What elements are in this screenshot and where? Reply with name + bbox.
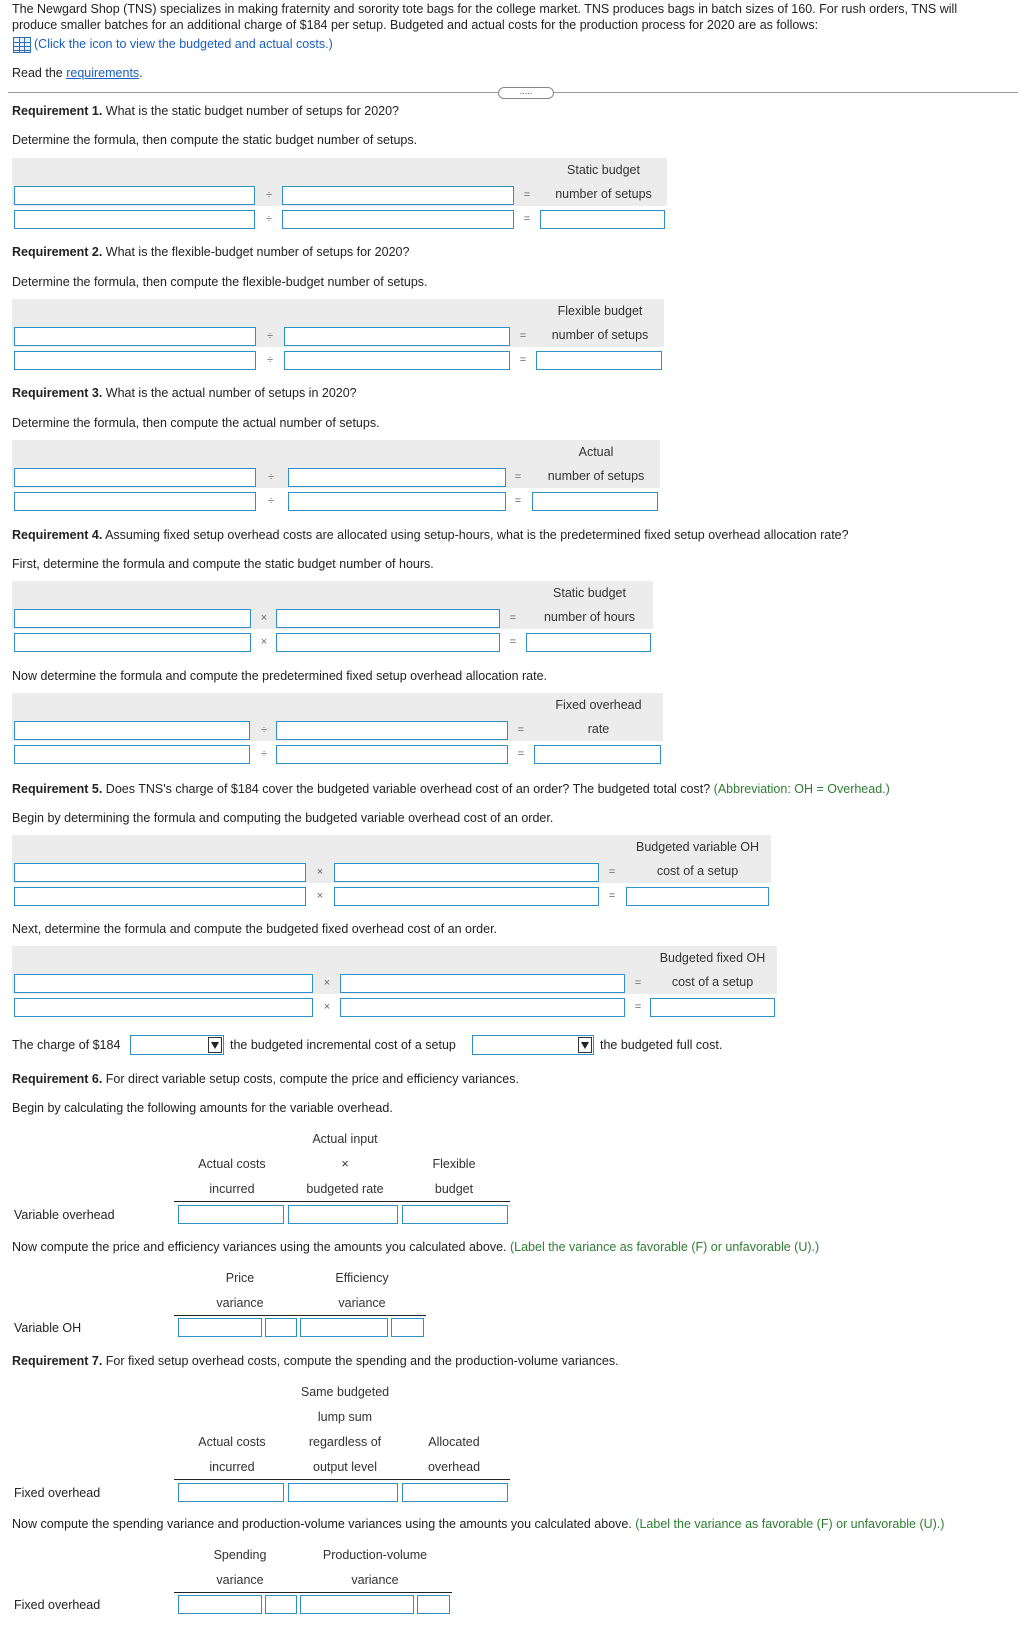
req7-question: For fixed setup overhead costs, compute the spending and the production-volume variances. <box>102 1354 619 1368</box>
req1-formula-a[interactable] <box>14 186 255 205</box>
req4-title <box>12 528 849 542</box>
req3-label: Requirement 3. <box>12 386 103 400</box>
req4-mul-sign: × <box>260 612 268 624</box>
req7-col2-line3: regardless of <box>308 1435 382 1449</box>
req3-value-b[interactable] <box>288 492 506 511</box>
intro-line-1: The Newgard Shop (TNS) specializes in making fraternity and sorority tote bags for the college market. TNS produces bags in batch sizes of 160. For rush orders, TNS will <box>12 2 958 16</box>
req4-header-1: Static budget <box>553 586 626 600</box>
req6-efficiency-variance-label[interactable] <box>391 1318 424 1337</box>
req4-value-b[interactable] <box>276 633 500 652</box>
req5-fixed-mul-sign: × <box>323 977 331 989</box>
req3-eq-sign-2: = <box>514 495 522 507</box>
req5-fixed-eq-sign-2: = <box>634 1001 642 1013</box>
req6-var2-line1: Efficiency <box>335 1271 389 1285</box>
req5-sentence-3: the budgeted full cost. <box>600 1038 723 1052</box>
req4-label: Requirement 4. <box>12 528 103 542</box>
req1-eq-sign-2: = <box>523 213 531 225</box>
req4-result[interactable] <box>526 633 651 652</box>
req7-volume-variance-label[interactable] <box>417 1595 450 1614</box>
req6-col2-line3: budgeted rate <box>306 1182 384 1196</box>
req7-title <box>12 1354 619 1368</box>
req5-result[interactable] <box>626 887 769 906</box>
req6-instruction-2-text: Now compute the price and efficiency variances using the amounts you calculated above. <box>12 1240 510 1254</box>
req4-rate-value-b[interactable] <box>276 745 508 764</box>
req7-lump-sum[interactable] <box>288 1483 398 1502</box>
req5-note: (Abbreviation: OH = Overhead.) <box>713 782 890 796</box>
req4-header-2: number of hours <box>543 610 636 624</box>
req4-rate-value-a[interactable] <box>14 745 250 764</box>
req6-flexible-budget[interactable] <box>402 1205 508 1224</box>
chevron-down-icon[interactable] <box>578 1037 592 1053</box>
req3-div-sign: ÷ <box>267 471 275 483</box>
req3-header-1: Actual <box>578 445 614 459</box>
req5-fixed-value-b[interactable] <box>340 998 625 1017</box>
req5-instruction-2: Next, determine the formula and compute the budgeted fixed overhead cost of an order. <box>12 922 498 936</box>
req4-question: Assuming fixed setup overhead costs are allocated using setup-hours, what is the predetermined fixed setup overhead allocation rate? <box>102 528 849 542</box>
req5-eq-sign-2: = <box>608 890 616 902</box>
req4-eq-sign: = <box>509 612 517 624</box>
req4-rate-header-2: rate <box>587 722 610 736</box>
req3-instruction: Determine the formula, then compute the actual number of setups. <box>12 416 380 430</box>
read-prefix: Read the <box>12 66 67 80</box>
req4-rate-formula-a[interactable] <box>14 721 250 740</box>
req2-eq-sign: = <box>519 330 527 342</box>
req7-volume-variance-amount[interactable] <box>300 1595 414 1614</box>
req7-col2-line1: Same budgeted <box>300 1385 390 1399</box>
req1-formula-b[interactable] <box>282 186 514 205</box>
req1-div-sign-2: ÷ <box>265 213 273 225</box>
req7-col3-line1: Allocated <box>428 1435 480 1449</box>
req4-formula-a[interactable] <box>14 609 251 628</box>
req6-actual-input-rate[interactable] <box>288 1205 398 1224</box>
req7-col2-line4: output level <box>313 1460 377 1474</box>
req3-question: What is the actual number of setups in 2020? <box>102 386 357 400</box>
req5-formula-b[interactable] <box>334 863 599 882</box>
req7-col3-line2: overhead <box>427 1460 481 1474</box>
requirements-link[interactable]: requirements <box>66 66 140 80</box>
req6-price-variance-amount[interactable] <box>178 1318 262 1337</box>
req6-note: (Label the variance as favorable (F) or unfavorable (U).) <box>509 1240 820 1254</box>
req7-var2-line1: Production-volume <box>322 1548 428 1562</box>
req4-rate-result[interactable] <box>534 745 661 764</box>
req1-value-b[interactable] <box>282 210 514 229</box>
req1-instruction: Determine the formula, then compute the static budget number of setups. <box>12 133 418 147</box>
req5-label: Requirement 5. <box>12 782 103 796</box>
req6-header-rule <box>174 1201 510 1202</box>
req4-rate-header-1: Fixed overhead <box>555 698 642 712</box>
req5-fixed-value-a[interactable] <box>14 998 313 1017</box>
req7-row-label: Fixed overhead <box>14 1486 101 1500</box>
req6-var1-line1: Price <box>225 1271 255 1285</box>
req7-actual-costs[interactable] <box>178 1483 284 1502</box>
req4-eq-sign-2: = <box>509 636 517 648</box>
req1-div-sign: ÷ <box>265 189 273 201</box>
req5-formula-a[interactable] <box>14 863 306 882</box>
req7-var2-line2: variance <box>351 1573 399 1587</box>
req6-var2-line2: variance <box>338 1296 386 1310</box>
req2-formula-b[interactable] <box>284 327 510 346</box>
req1-value-a[interactable] <box>14 210 255 229</box>
req5-question: Does TNS's charge of $184 cover the budgeted variable overhead cost of an order? The budgeted total cost? <box>102 782 714 796</box>
req4-mul-sign-2: × <box>260 636 268 648</box>
req2-result[interactable] <box>536 351 662 370</box>
req7-col1-line2: incurred <box>209 1460 255 1474</box>
req5-dropdown-full[interactable] <box>472 1035 594 1055</box>
req5-value-a[interactable] <box>14 887 306 906</box>
req7-col2-line2: lump sum <box>317 1410 373 1424</box>
req6-col3-line2: budget <box>434 1182 474 1196</box>
view-costs-link[interactable]: (Click the icon to view the budgeted and actual costs.) <box>34 37 333 51</box>
req6-actual-costs[interactable] <box>178 1205 284 1224</box>
req1-label: Requirement 1. <box>12 104 103 118</box>
req6-col1-line1: Actual costs <box>198 1157 266 1171</box>
req1-question: What is the static budget number of setups for 2020? <box>102 104 400 118</box>
req2-header-2: number of setups <box>551 328 649 342</box>
req2-question: What is the flexible-budget number of setups for 2020? <box>102 245 410 259</box>
req1-header-1: Static budget <box>567 163 640 177</box>
req7-var-row-label: Fixed overhead <box>14 1598 101 1612</box>
req2-eq-sign-2: = <box>519 354 527 366</box>
req4-rate-div-sign: ÷ <box>260 724 268 736</box>
req4-formula-b[interactable] <box>276 609 500 628</box>
req6-col3-line1: Flexible <box>432 1157 476 1171</box>
req2-div-sign: ÷ <box>266 330 274 342</box>
req5-fixed-mul-sign-2: × <box>323 1001 331 1013</box>
req2-value-b[interactable] <box>284 351 510 370</box>
req5-eq-sign: = <box>608 866 616 878</box>
req3-title <box>12 386 357 400</box>
req3-value-a[interactable] <box>14 492 256 511</box>
req6-row-label: Variable overhead <box>14 1208 115 1222</box>
req6-var-header-rule <box>174 1315 426 1316</box>
req5-instruction: Begin by determining the formula and computing the budgeted variable overhead cost of an order. <box>12 811 554 825</box>
req5-header-2: cost of a setup <box>656 864 739 878</box>
req2-title <box>12 245 409 259</box>
req5-title <box>12 782 890 796</box>
req1-result[interactable] <box>540 210 665 229</box>
read-suffix: . <box>139 66 143 80</box>
req7-allocated-overhead[interactable] <box>402 1483 508 1502</box>
req7-var1-line1: Spending <box>213 1548 267 1562</box>
req5-fixed-formula-b[interactable] <box>340 974 625 993</box>
read-requirements <box>12 66 143 80</box>
intro-line-2: produce smaller batches for an additional charge of $184 per setup. Budgeted and actual costs for the production process for 2020 are as follows: <box>12 18 819 32</box>
req5-sentence-1: The charge of $184 <box>12 1038 121 1052</box>
req3-formula-a[interactable] <box>14 468 256 487</box>
expand-handle[interactable]: ..... <box>498 87 554 99</box>
req6-price-variance-label[interactable] <box>265 1318 297 1337</box>
req6-label: Requirement 6. <box>12 1072 103 1086</box>
req5-fixed-formula-a[interactable] <box>14 974 313 993</box>
req6-instruction: Begin by calculating the following amounts for the variable overhead. <box>12 1101 393 1115</box>
req4-instruction-2: Now determine the formula and compute the predetermined fixed setup overhead allocation rate. <box>12 669 548 683</box>
req7-header-rule <box>174 1479 510 1480</box>
req1-header-2: number of setups <box>555 187 652 201</box>
req6-instruction-2 <box>12 1240 819 1254</box>
req4-rate-eq-sign: = <box>517 724 525 736</box>
req7-var-header-rule <box>174 1592 452 1593</box>
req5-header-1: Budgeted variable OH <box>636 840 759 854</box>
req5-value-b[interactable] <box>334 887 599 906</box>
req3-result[interactable] <box>532 492 658 511</box>
req2-value-a[interactable] <box>14 351 256 370</box>
req3-formula-b[interactable] <box>288 468 506 487</box>
table-icon[interactable] <box>13 37 31 53</box>
req3-header-2: number of setups <box>547 469 645 483</box>
req2-label: Requirement 2. <box>12 245 103 259</box>
req5-fixed-eq-sign: = <box>634 977 642 989</box>
req1-title <box>12 104 399 118</box>
req5-fixed-header-1: Budgeted fixed OH <box>659 951 766 965</box>
req5-fixed-result[interactable] <box>650 998 775 1017</box>
req6-var1-line2: variance <box>216 1296 264 1310</box>
req6-col2-top: Actual input <box>312 1132 378 1146</box>
req4-instruction: First, determine the formula and compute the static budget number of hours. <box>12 557 434 571</box>
chevron-down-icon[interactable] <box>208 1037 222 1053</box>
req2-formula-a[interactable] <box>14 327 256 346</box>
req4-value-a[interactable] <box>14 633 251 652</box>
req4-rate-eq-sign-2: = <box>517 748 525 760</box>
req2-header-1: Flexible budget <box>557 304 643 318</box>
req5-mul-sign-2: × <box>316 890 324 902</box>
req7-instruction-2 <box>12 1517 944 1531</box>
req7-spending-variance-label[interactable] <box>265 1595 297 1614</box>
req2-div-sign-2: ÷ <box>266 354 274 366</box>
req3-div-sign-2: ÷ <box>267 495 275 507</box>
req7-col1-line1: Actual costs <box>198 1435 266 1449</box>
req6-col1-line2: incurred <box>209 1182 255 1196</box>
req6-title <box>12 1072 519 1086</box>
req4-rate-formula-b[interactable] <box>276 721 508 740</box>
req6-question: For direct variable setup costs, compute the price and efficiency variances. <box>102 1072 519 1086</box>
req4-rate-div-sign-2: ÷ <box>260 748 268 760</box>
req7-spending-variance-amount[interactable] <box>178 1595 262 1614</box>
req5-sentence-2: the budgeted incremental cost of a setup <box>230 1038 456 1052</box>
req5-fixed-header-2: cost of a setup <box>671 975 754 989</box>
req1-eq-sign: = <box>523 189 531 201</box>
req5-dropdown-incremental[interactable] <box>130 1035 224 1055</box>
req6-col2-line2: × <box>341 1157 349 1171</box>
req7-label: Requirement 7. <box>12 1354 103 1368</box>
req6-efficiency-variance-amount[interactable] <box>300 1318 388 1337</box>
req5-mul-sign: × <box>316 866 324 878</box>
req7-instruction-2-text: Now compute the spending variance and production-volume variances using the amounts you calculated above. <box>12 1517 636 1531</box>
req6-var-row-label: Variable OH <box>14 1321 82 1335</box>
req3-eq-sign: = <box>514 471 522 483</box>
req7-var1-line2: variance <box>216 1573 264 1587</box>
req2-instruction: Determine the formula, then compute the flexible-budget number of setups. <box>12 275 428 289</box>
req7-note: (Label the variance as favorable (F) or unfavorable (U).) <box>635 1517 945 1531</box>
